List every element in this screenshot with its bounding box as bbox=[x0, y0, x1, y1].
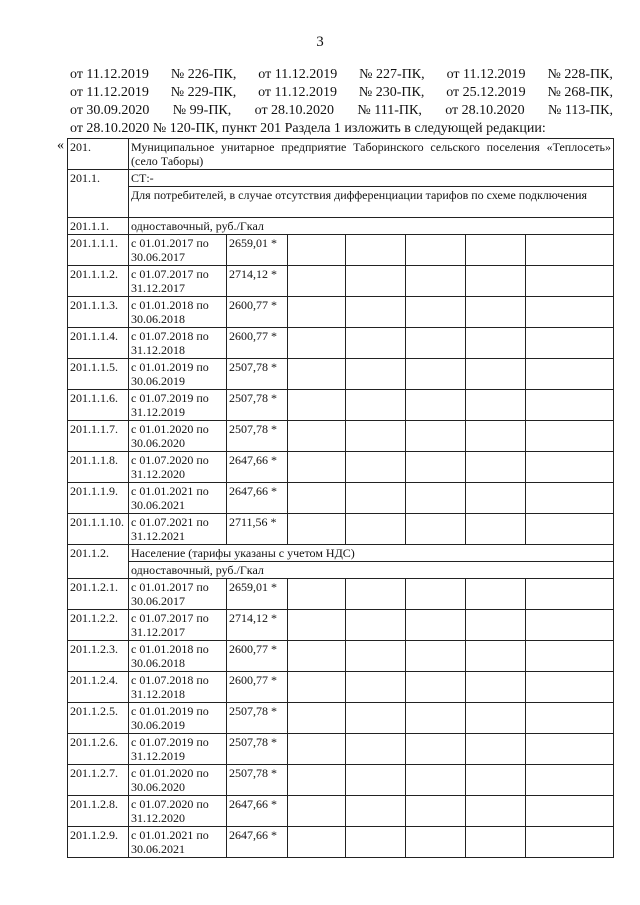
period-cell: с 01.01.2018 по 30.06.2018 bbox=[129, 297, 227, 328]
period-cell: с 01.01.2020 по 30.06.2020 bbox=[129, 421, 227, 452]
tariff-value: 2659,01 * bbox=[227, 579, 288, 610]
intro-fragment: от 11.12.2019 bbox=[446, 67, 526, 82]
tariff-value: 2711,56 * bbox=[227, 514, 288, 545]
row-number: 201.1.1.5. bbox=[68, 359, 129, 390]
period-cell: с 01.07.2018 по 31.12.2018 bbox=[129, 672, 227, 703]
period-cell: с 01.07.2019 по 31.12.2019 bbox=[129, 734, 227, 765]
empty-cell bbox=[466, 827, 526, 858]
empty-cell bbox=[526, 796, 614, 827]
intro-fragment: от 28.10.2020 bbox=[445, 103, 525, 118]
row-number: 201.1.1.2. bbox=[68, 266, 129, 297]
table-row bbox=[68, 328, 614, 359]
tariff-value: 2600,77 * bbox=[227, 297, 288, 328]
table-row bbox=[68, 545, 614, 562]
empty-cell bbox=[466, 483, 526, 514]
empty-cell bbox=[346, 297, 406, 328]
empty-cell bbox=[346, 641, 406, 672]
table-row bbox=[68, 235, 614, 266]
row-number: 201.1.2.6. bbox=[68, 734, 129, 765]
row-number: 201. bbox=[68, 139, 129, 170]
intro-line bbox=[70, 66, 613, 84]
table-row bbox=[68, 827, 614, 858]
intro-fragment: № 268-ПК, bbox=[547, 85, 613, 100]
intro-fragment: № 99-ПК, bbox=[172, 103, 232, 118]
empty-cell bbox=[288, 359, 346, 390]
tariff-value: 2507,78 * bbox=[227, 390, 288, 421]
empty-cell bbox=[406, 796, 466, 827]
table-row bbox=[68, 562, 614, 579]
tariff-value: 2600,77 * bbox=[227, 328, 288, 359]
empty-cell bbox=[346, 514, 406, 545]
intro-fragment: № 227-ПК, bbox=[359, 67, 425, 82]
intro-line bbox=[70, 102, 613, 120]
table-row bbox=[68, 514, 614, 545]
row-number: 201.1.2.3. bbox=[68, 641, 129, 672]
empty-cell bbox=[346, 796, 406, 827]
empty-cell bbox=[406, 827, 466, 858]
table-row bbox=[68, 610, 614, 641]
empty-cell bbox=[406, 610, 466, 641]
empty-cell bbox=[288, 452, 346, 483]
empty-cell bbox=[406, 452, 466, 483]
row-number: 201.1.1.10. bbox=[68, 514, 129, 545]
empty-cell bbox=[406, 297, 466, 328]
empty-cell bbox=[346, 483, 406, 514]
table-row bbox=[68, 452, 614, 483]
table-row bbox=[68, 483, 614, 514]
quote-mark: « bbox=[57, 138, 64, 153]
intro-fragment: № 229-ПК, bbox=[170, 85, 237, 100]
row-number: 201.1.2.2. bbox=[68, 610, 129, 641]
empty-cell bbox=[288, 827, 346, 858]
empty-cell bbox=[526, 734, 614, 765]
row-number: 201.1.1.7. bbox=[68, 421, 129, 452]
empty-cell bbox=[466, 703, 526, 734]
table-row bbox=[68, 359, 614, 390]
empty-cell bbox=[346, 390, 406, 421]
period-cell: с 01.01.2017 по 30.06.2017 bbox=[129, 235, 227, 266]
empty-cell bbox=[288, 734, 346, 765]
empty-cell bbox=[466, 579, 526, 610]
empty-cell bbox=[526, 514, 614, 545]
period-cell: с 01.07.2018 по 31.12.2018 bbox=[129, 328, 227, 359]
tariff-value: 2647,66 * bbox=[227, 483, 288, 514]
empty-cell bbox=[466, 235, 526, 266]
organization-name: Муниципальное унитарное предприятие Таборинского сельского поселения «Теплосеть» (село Таборы) bbox=[129, 139, 614, 170]
empty-cell bbox=[288, 297, 346, 328]
empty-cell bbox=[526, 266, 614, 297]
empty-cell bbox=[406, 765, 466, 796]
intro-fragment: от 11.12.2019 bbox=[258, 85, 338, 100]
population-title: Население (тарифы указаны с учетом НДС) bbox=[129, 545, 614, 562]
row-number: 201.1.1.9. bbox=[68, 483, 129, 514]
empty-cell bbox=[406, 328, 466, 359]
tariff-value: 2507,78 * bbox=[227, 359, 288, 390]
empty-cell bbox=[288, 796, 346, 827]
empty-cell bbox=[406, 235, 466, 266]
tariff-value: 2714,12 * bbox=[227, 266, 288, 297]
table-row bbox=[68, 765, 614, 796]
intro-paragraph bbox=[70, 66, 613, 138]
empty-cell bbox=[346, 765, 406, 796]
empty-cell bbox=[526, 421, 614, 452]
empty-cell bbox=[288, 765, 346, 796]
row-number: 201.1.1. bbox=[68, 218, 129, 235]
table-row bbox=[68, 187, 614, 218]
tariff-value: 2600,77 * bbox=[227, 672, 288, 703]
empty-cell bbox=[288, 641, 346, 672]
intro-fragment: от 11.12.2019 bbox=[70, 85, 149, 100]
tariff-value: 2507,78 * bbox=[227, 765, 288, 796]
period-cell: с 01.01.2018 по 30.06.2018 bbox=[129, 641, 227, 672]
empty-cell bbox=[346, 672, 406, 703]
empty-cell bbox=[406, 421, 466, 452]
row-number: 201.1.2.1. bbox=[68, 579, 129, 610]
period-cell: с 01.07.2017 по 31.12.2017 bbox=[129, 266, 227, 297]
empty-cell bbox=[526, 672, 614, 703]
empty-cell bbox=[526, 610, 614, 641]
intro-fragment: от 25.12.2019 bbox=[446, 85, 526, 100]
intro-fragment: № 226-ПК, bbox=[170, 67, 237, 82]
empty-cell bbox=[406, 703, 466, 734]
tariff-value: 2647,66 * bbox=[227, 827, 288, 858]
empty-cell bbox=[466, 514, 526, 545]
empty-cell bbox=[406, 579, 466, 610]
table-row bbox=[68, 297, 614, 328]
period-cell: с 01.01.2017 по 30.06.2017 bbox=[129, 579, 227, 610]
intro-fragment: № 111-ПК, bbox=[357, 103, 422, 118]
period-cell: с 01.01.2019 по 30.06.2019 bbox=[129, 359, 227, 390]
empty-cell bbox=[346, 452, 406, 483]
empty-cell bbox=[466, 359, 526, 390]
row-number: 201.1.1.8. bbox=[68, 452, 129, 483]
empty-cell bbox=[346, 579, 406, 610]
table-row bbox=[68, 796, 614, 827]
empty-cell bbox=[526, 390, 614, 421]
empty-cell bbox=[288, 328, 346, 359]
empty-cell bbox=[406, 514, 466, 545]
empty-cell bbox=[346, 734, 406, 765]
tariff-value: 2647,66 * bbox=[227, 452, 288, 483]
empty-cell bbox=[466, 734, 526, 765]
page-number: 3 bbox=[316, 34, 324, 50]
empty-cell bbox=[346, 266, 406, 297]
table-row bbox=[68, 139, 614, 170]
empty-cell bbox=[466, 765, 526, 796]
period-cell: с 01.07.2020 по 31.12.2020 bbox=[129, 796, 227, 827]
row-number: 201.1.2.9. bbox=[68, 827, 129, 858]
intro-fragment: от 11.12.2019 bbox=[70, 67, 149, 82]
intro-fragment: от 30.09.2020 bbox=[70, 103, 150, 118]
empty-cell bbox=[406, 672, 466, 703]
empty-cell bbox=[466, 266, 526, 297]
empty-cell bbox=[288, 235, 346, 266]
empty-cell bbox=[466, 641, 526, 672]
empty-cell bbox=[466, 452, 526, 483]
table-row bbox=[68, 703, 614, 734]
table-row bbox=[68, 218, 614, 235]
tariff-value: 2600,77 * bbox=[227, 641, 288, 672]
empty-cell bbox=[466, 796, 526, 827]
empty-cell bbox=[346, 328, 406, 359]
empty-cell bbox=[288, 266, 346, 297]
tariff-table bbox=[67, 138, 614, 858]
tariff-value: 2647,66 * bbox=[227, 796, 288, 827]
empty-cell bbox=[466, 328, 526, 359]
tariff-value: 2507,78 * bbox=[227, 421, 288, 452]
period-cell: с 01.07.2017 по 31.12.2017 bbox=[129, 610, 227, 641]
empty-cell bbox=[466, 390, 526, 421]
row-number: 201.1.1.4. bbox=[68, 328, 129, 359]
table-row bbox=[68, 390, 614, 421]
row-number: 201.1. bbox=[68, 170, 129, 218]
intro-line bbox=[70, 120, 613, 138]
intro-fragment: от 11.12.2019 bbox=[258, 67, 338, 82]
period-cell: с 01.07.2020 по 31.12.2020 bbox=[129, 452, 227, 483]
intro-fragment: от 28.10.2020 № 120-ПК, пункт 201 Раздела 1 изложить в следующей редакции: bbox=[70, 121, 546, 136]
empty-cell bbox=[288, 390, 346, 421]
empty-cell bbox=[526, 827, 614, 858]
empty-cell bbox=[526, 452, 614, 483]
empty-cell bbox=[288, 610, 346, 641]
empty-cell bbox=[288, 514, 346, 545]
table-row bbox=[68, 579, 614, 610]
empty-cell bbox=[406, 359, 466, 390]
intro-fragment: от 28.10.2020 bbox=[254, 103, 335, 118]
table-row bbox=[68, 641, 614, 672]
period-cell: с 01.01.2020 по 30.06.2020 bbox=[129, 765, 227, 796]
tariff-type: СТ:- bbox=[129, 170, 614, 187]
tariff-value: 2507,78 * bbox=[227, 734, 288, 765]
empty-cell bbox=[526, 235, 614, 266]
empty-cell bbox=[346, 827, 406, 858]
tariff-value: 2659,01 * bbox=[227, 235, 288, 266]
empty-cell bbox=[526, 703, 614, 734]
empty-cell bbox=[526, 765, 614, 796]
tariff-unit-label: одноставочный, руб./Гкал bbox=[129, 562, 614, 579]
consumers-description: Для потребителей, в случае отсутствия дифференциации тарифов по схеме подключения bbox=[129, 187, 614, 218]
row-number: 201.1.2. bbox=[68, 545, 129, 579]
intro-fragment: № 113-ПК, bbox=[548, 103, 613, 118]
table-row bbox=[68, 170, 614, 187]
table-row bbox=[68, 734, 614, 765]
period-cell: с 01.01.2019 по 30.06.2019 bbox=[129, 703, 227, 734]
empty-cell bbox=[406, 390, 466, 421]
empty-cell bbox=[466, 297, 526, 328]
table-row bbox=[68, 672, 614, 703]
empty-cell bbox=[406, 734, 466, 765]
empty-cell bbox=[526, 328, 614, 359]
empty-cell bbox=[466, 672, 526, 703]
period-cell: с 01.01.2021 по 30.06.2021 bbox=[129, 483, 227, 514]
period-cell: с 01.07.2019 по 31.12.2019 bbox=[129, 390, 227, 421]
empty-cell bbox=[288, 703, 346, 734]
empty-cell bbox=[526, 641, 614, 672]
tariff-value: 2507,78 * bbox=[227, 703, 288, 734]
empty-cell bbox=[526, 359, 614, 390]
row-number: 201.1.1.1. bbox=[68, 235, 129, 266]
tariff-unit-label: одноставочный, руб./Гкал bbox=[129, 218, 614, 235]
empty-cell bbox=[346, 235, 406, 266]
empty-cell bbox=[288, 421, 346, 452]
table-row bbox=[68, 266, 614, 297]
row-number: 201.1.2.4. bbox=[68, 672, 129, 703]
empty-cell bbox=[288, 579, 346, 610]
tariff-value: 2714,12 * bbox=[227, 610, 288, 641]
row-number: 201.1.1.6. bbox=[68, 390, 129, 421]
intro-fragment: № 228-ПК, bbox=[547, 67, 613, 82]
empty-cell bbox=[346, 421, 406, 452]
row-number: 201.1.2.7. bbox=[68, 765, 129, 796]
table-row bbox=[68, 421, 614, 452]
empty-cell bbox=[526, 297, 614, 328]
empty-cell bbox=[406, 641, 466, 672]
empty-cell bbox=[466, 610, 526, 641]
empty-cell bbox=[466, 421, 526, 452]
row-number: 201.1.1.3. bbox=[68, 297, 129, 328]
empty-cell bbox=[406, 483, 466, 514]
row-number: 201.1.2.8. bbox=[68, 796, 129, 827]
empty-cell bbox=[346, 703, 406, 734]
row-number: 201.1.2.5. bbox=[68, 703, 129, 734]
empty-cell bbox=[288, 672, 346, 703]
intro-fragment: № 230-ПК, bbox=[358, 85, 425, 100]
empty-cell bbox=[406, 266, 466, 297]
empty-cell bbox=[346, 359, 406, 390]
empty-cell bbox=[526, 483, 614, 514]
intro-line bbox=[70, 84, 613, 102]
period-cell: с 01.07.2021 по 31.12.2021 bbox=[129, 514, 227, 545]
empty-cell bbox=[346, 610, 406, 641]
period-cell: с 01.01.2021 по 30.06.2021 bbox=[129, 827, 227, 858]
empty-cell bbox=[526, 579, 614, 610]
empty-cell bbox=[288, 483, 346, 514]
